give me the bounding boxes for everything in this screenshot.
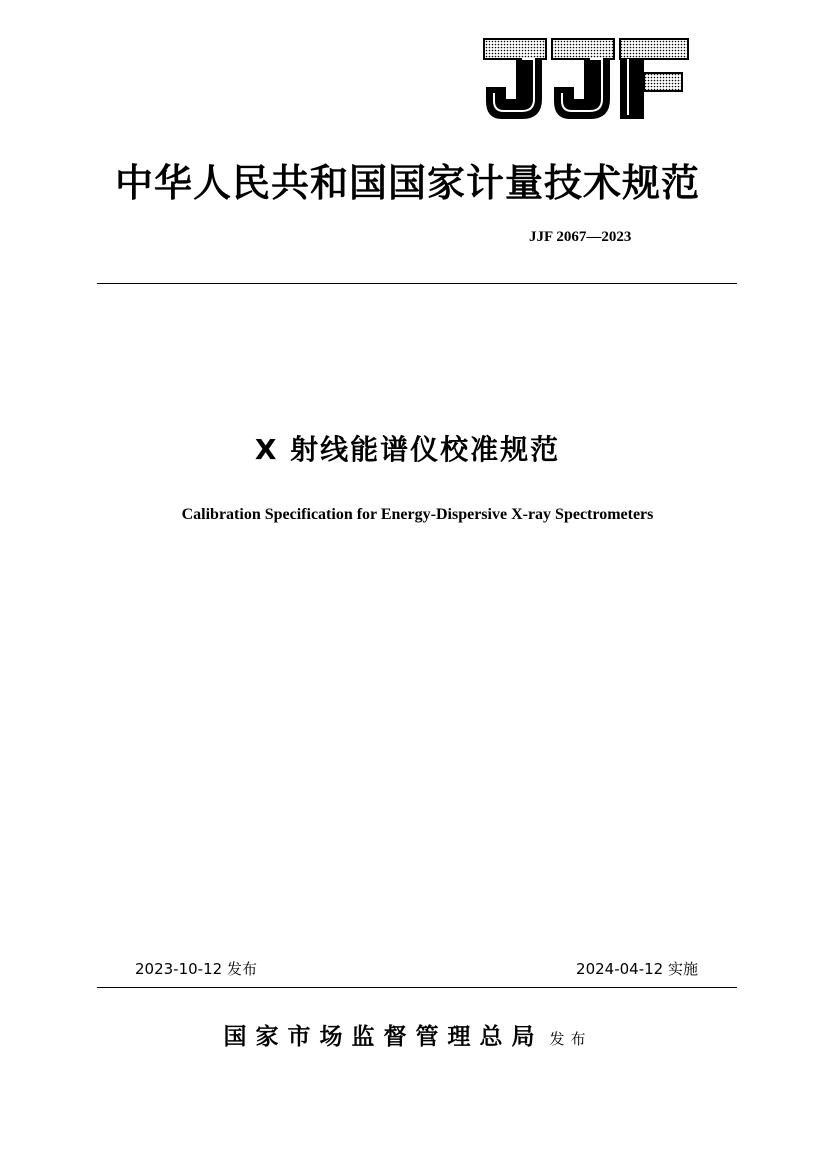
publisher-organization: 国家市场监督管理总局: [223, 1023, 544, 1050]
implementation-date: 2024-04-12 实施: [576, 960, 698, 978]
logo-letter-f: [620, 39, 688, 119]
issue-date: 2023-10-12 发布: [135, 960, 257, 978]
issuing-authority-title: 中华人民共和国国家计量技术规范: [114, 161, 700, 205]
jjf-logo: [482, 37, 690, 121]
bottom-divider: [97, 987, 737, 988]
logo-letter-j2: [552, 39, 614, 119]
top-divider: [97, 283, 737, 284]
publisher-line: [0, 1018, 815, 1051]
publisher-action: 发布: [549, 1030, 592, 1048]
document-title-english: Calibration Specification for Energy-Dispersive X-ray Spectrometers: [181, 506, 654, 523]
document-title-chinese: X 射线能谱仪校准规范: [254, 433, 561, 466]
logo-letter-j1: [484, 39, 546, 119]
standard-number: JJF 2067—2023: [529, 229, 632, 245]
